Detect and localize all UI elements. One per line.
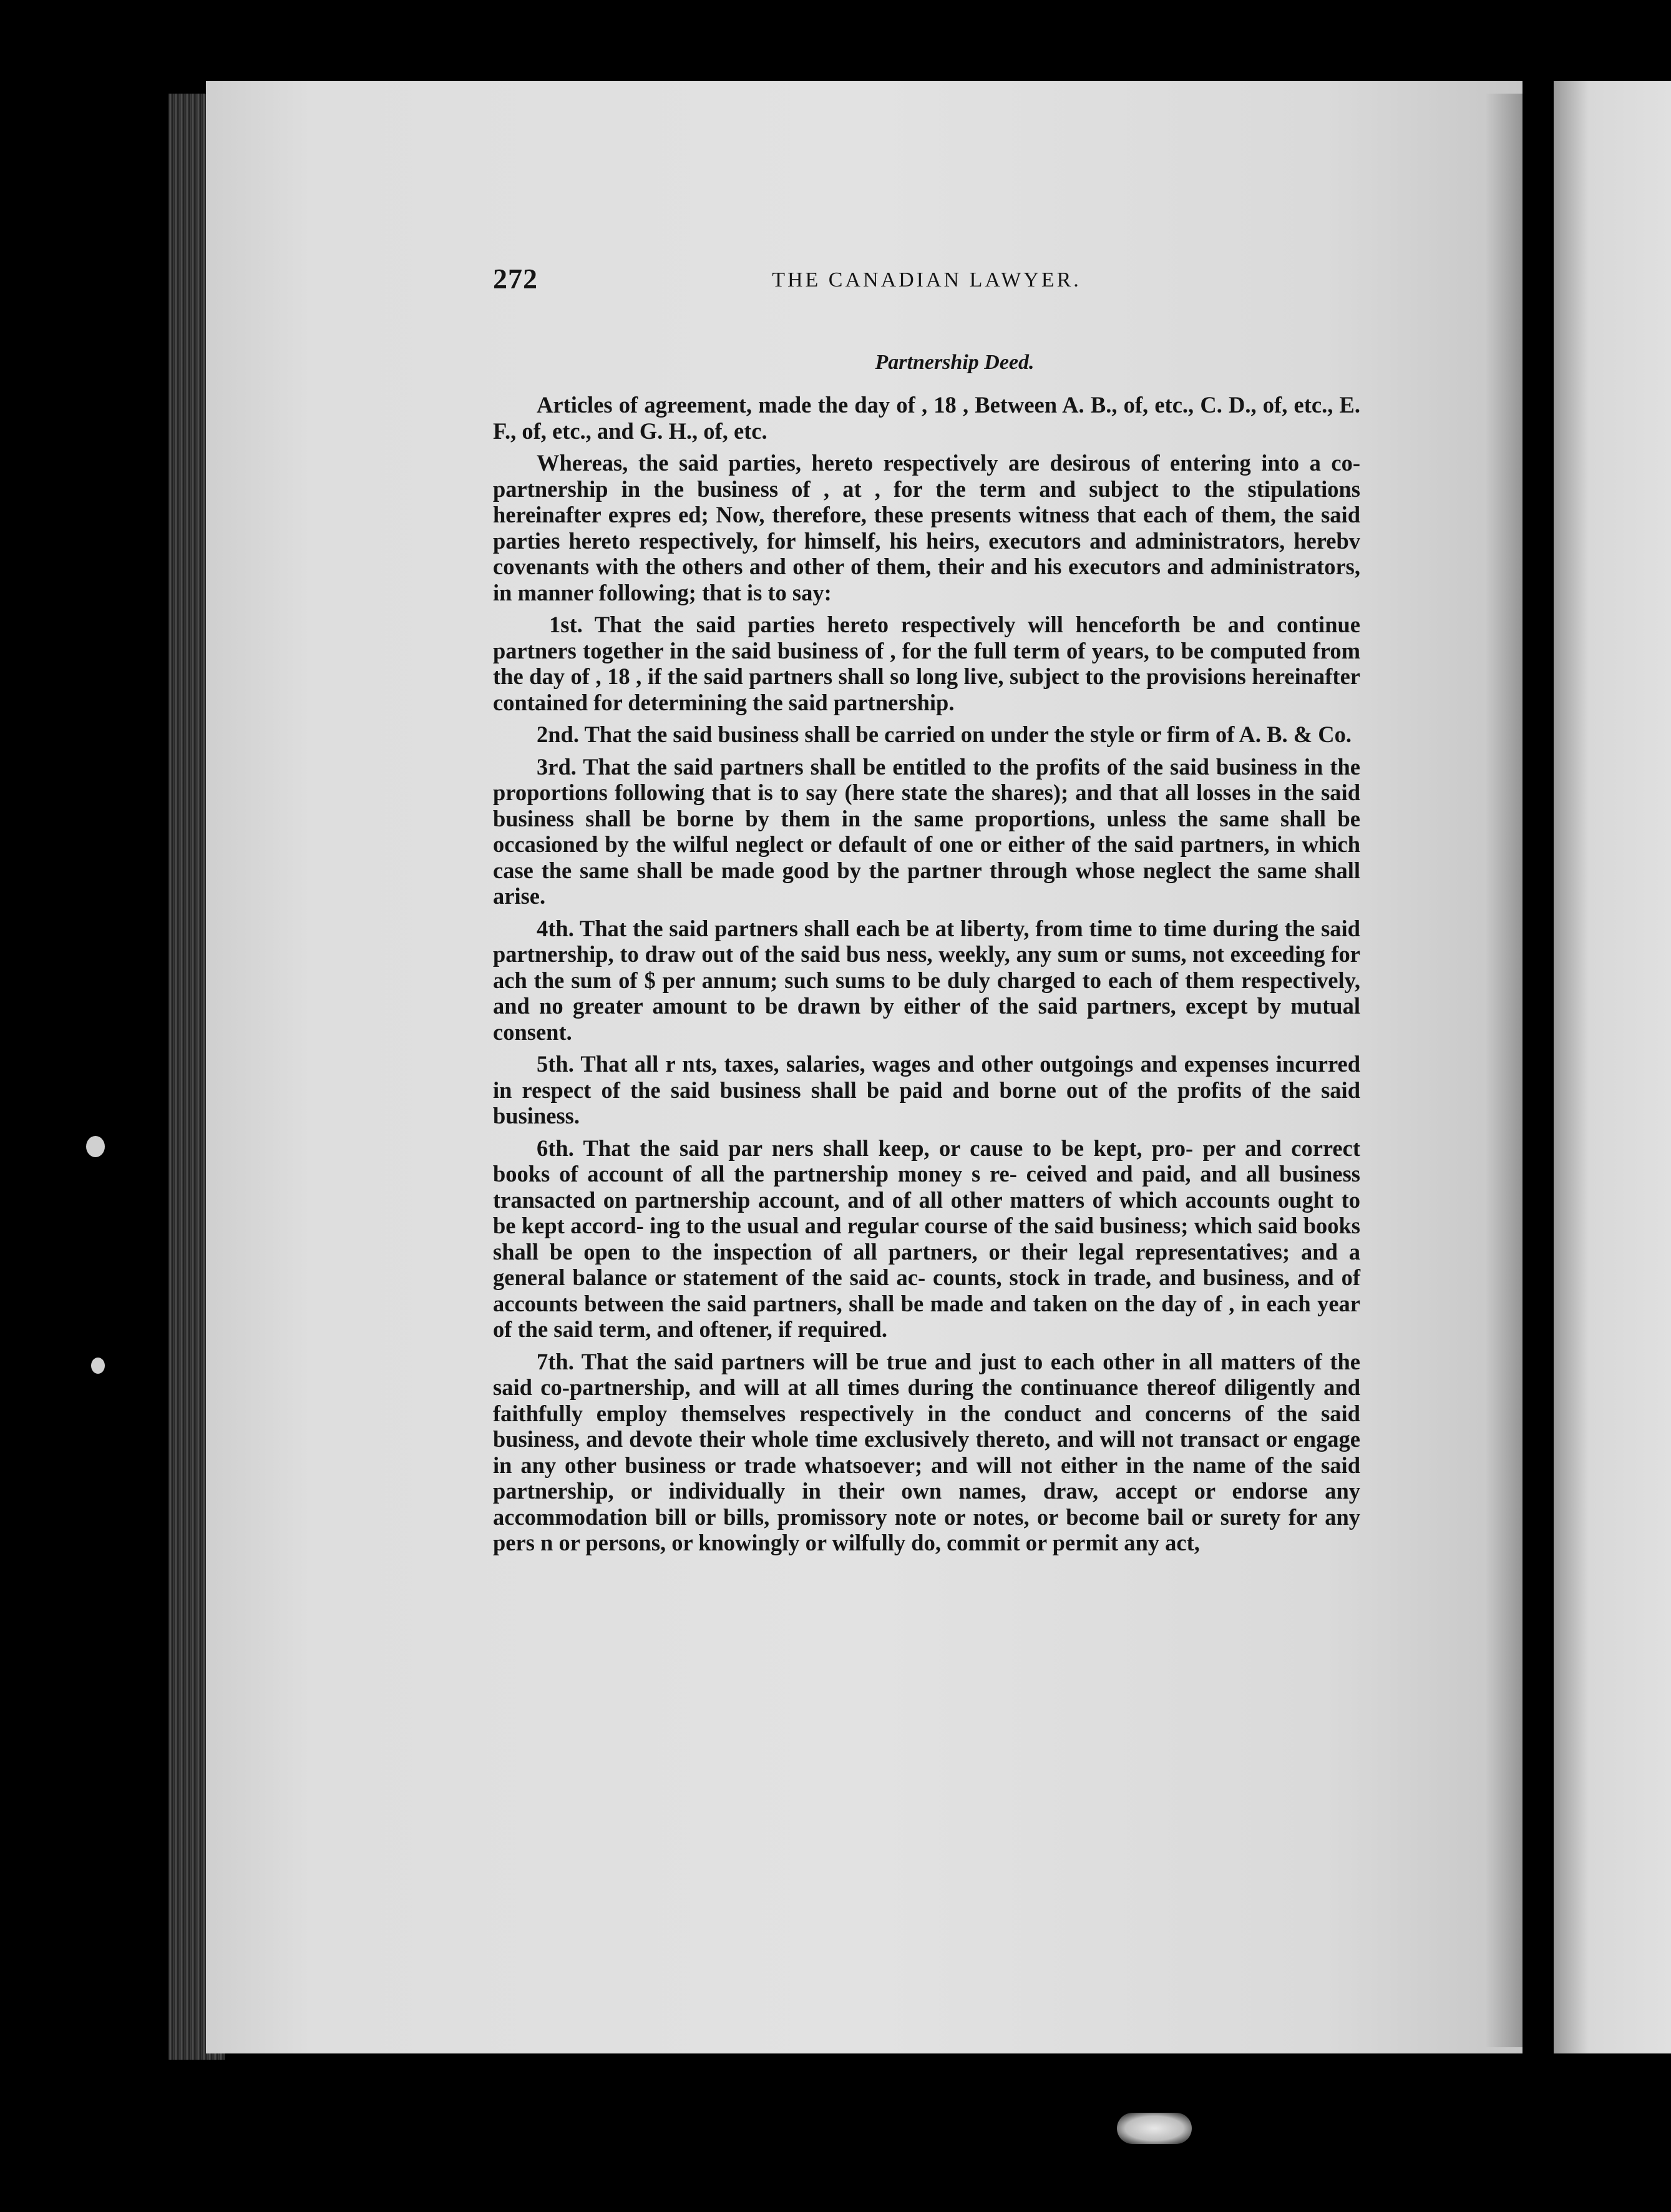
journal-title: THE CANADIAN LAWYER. [772, 268, 1081, 291]
document-title: Partnership Deed. [875, 351, 1035, 374]
scan-speck [91, 1358, 105, 1374]
paragraph-5th: 5th. That all r nts, taxes, salaries, wages and other outgoings and expenses incurred in respect of the said business shall be paid and borne out of the profits of the said business. [493, 1051, 1360, 1128]
gutter-shadow [1485, 94, 1522, 2047]
scan-speck [86, 1136, 105, 1157]
paragraph-articles: Articles of agreement, made the day of , 18 , Between A. B., of, etc., C. D., of, etc., E. F., of, etc., and G. H., of, etc. [493, 392, 1360, 444]
paragraph-whereas: Whereas, the said parties, hereto respectively are desirous of entering into a co-partnership in the business of , at , for the term and subject to the stipulations hereinafter expres ed; Now, therefore, these presents witness that each of them, the said parties hereto respectively, for himself, his heirs, executors and administrators, herebv covenants with the others and other of them, their and his executors and administrators, in manner following; that is to say: [493, 450, 1360, 605]
paragraph-2nd: 2nd. That the said business shall be carried on under the style or firm of A. B. & Co. [537, 722, 1352, 747]
paragraph-7th: 7th. That the said partners will be true and just to each other in all matters of the said co-partnership, and will at all times during the continuance thereof diligently and faithfully employ themselves respectively in the conduct and concerns of the said business, and devote their whole time exclusively thereto, and will not transact or engage in any other business or trade whatsoever; and will not either in the name of the said partnership, or individually in their own names, draw, accept or endorse any accommodation bill or bills, promissory note or notes, or become bail or surety for any pers n or persons, or knowingly or wilfully do, commit or permit any act, [493, 1348, 1360, 1555]
adjacent-page [1554, 81, 1671, 2053]
paragraph-1st: 1st. That the said parties hereto respectively will henceforth be and continue partners together in the said business of , for the full term of years, to be computed from the day of , 18 , if the said partners shall so long live, subject to the provisions hereinafter contained for determining the said partnership. [493, 612, 1360, 715]
running-head [493, 262, 1360, 306]
scan-artifact [1117, 2113, 1192, 2144]
paragraph-6th: 6th. That the said par ners shall keep, or cause to be kept, pro- per and correct books of account of all the partnership money s re- ceived and paid, and all business transacted on partnership account, and of all other matters of which accounts ought to be kept accord- ing to the usual and regular course of the said business; which said books shall be open to the inspection of all partners, or their legal representatives; and a general balance or statement of the said ac- counts, stock in trade, and business, and of accounts between the said partners, shall be made and taken on the day of , in each year of the said term, and oftener, if required. [493, 1135, 1360, 1342]
paragraph-3rd: 3rd. That the said partners shall be entitled to the profits of the said business in the proportions following that is to say (here state the shares); and that all losses in the said business shall be borne by them in the same proportions, unless the same shall be occasioned by the wilful neglect or default of one or either of the said partners, in which case the same shall be made good by the partner through whose neglect the same shall arise. [493, 753, 1360, 909]
paragraph-4th: 4th. That the said partners shall each be at liberty, from time to time during the said partnership, to draw out of the said bus ness, weekly, any sum or sums, not exceeding for ach the sum of $ per annum; such sums to be duly charged to each of them respectively, and no greater amount to be drawn by either of the said partners, except by mutual consent. [493, 915, 1360, 1045]
page-content [493, 262, 1360, 1562]
page-number: 272 [493, 263, 538, 295]
